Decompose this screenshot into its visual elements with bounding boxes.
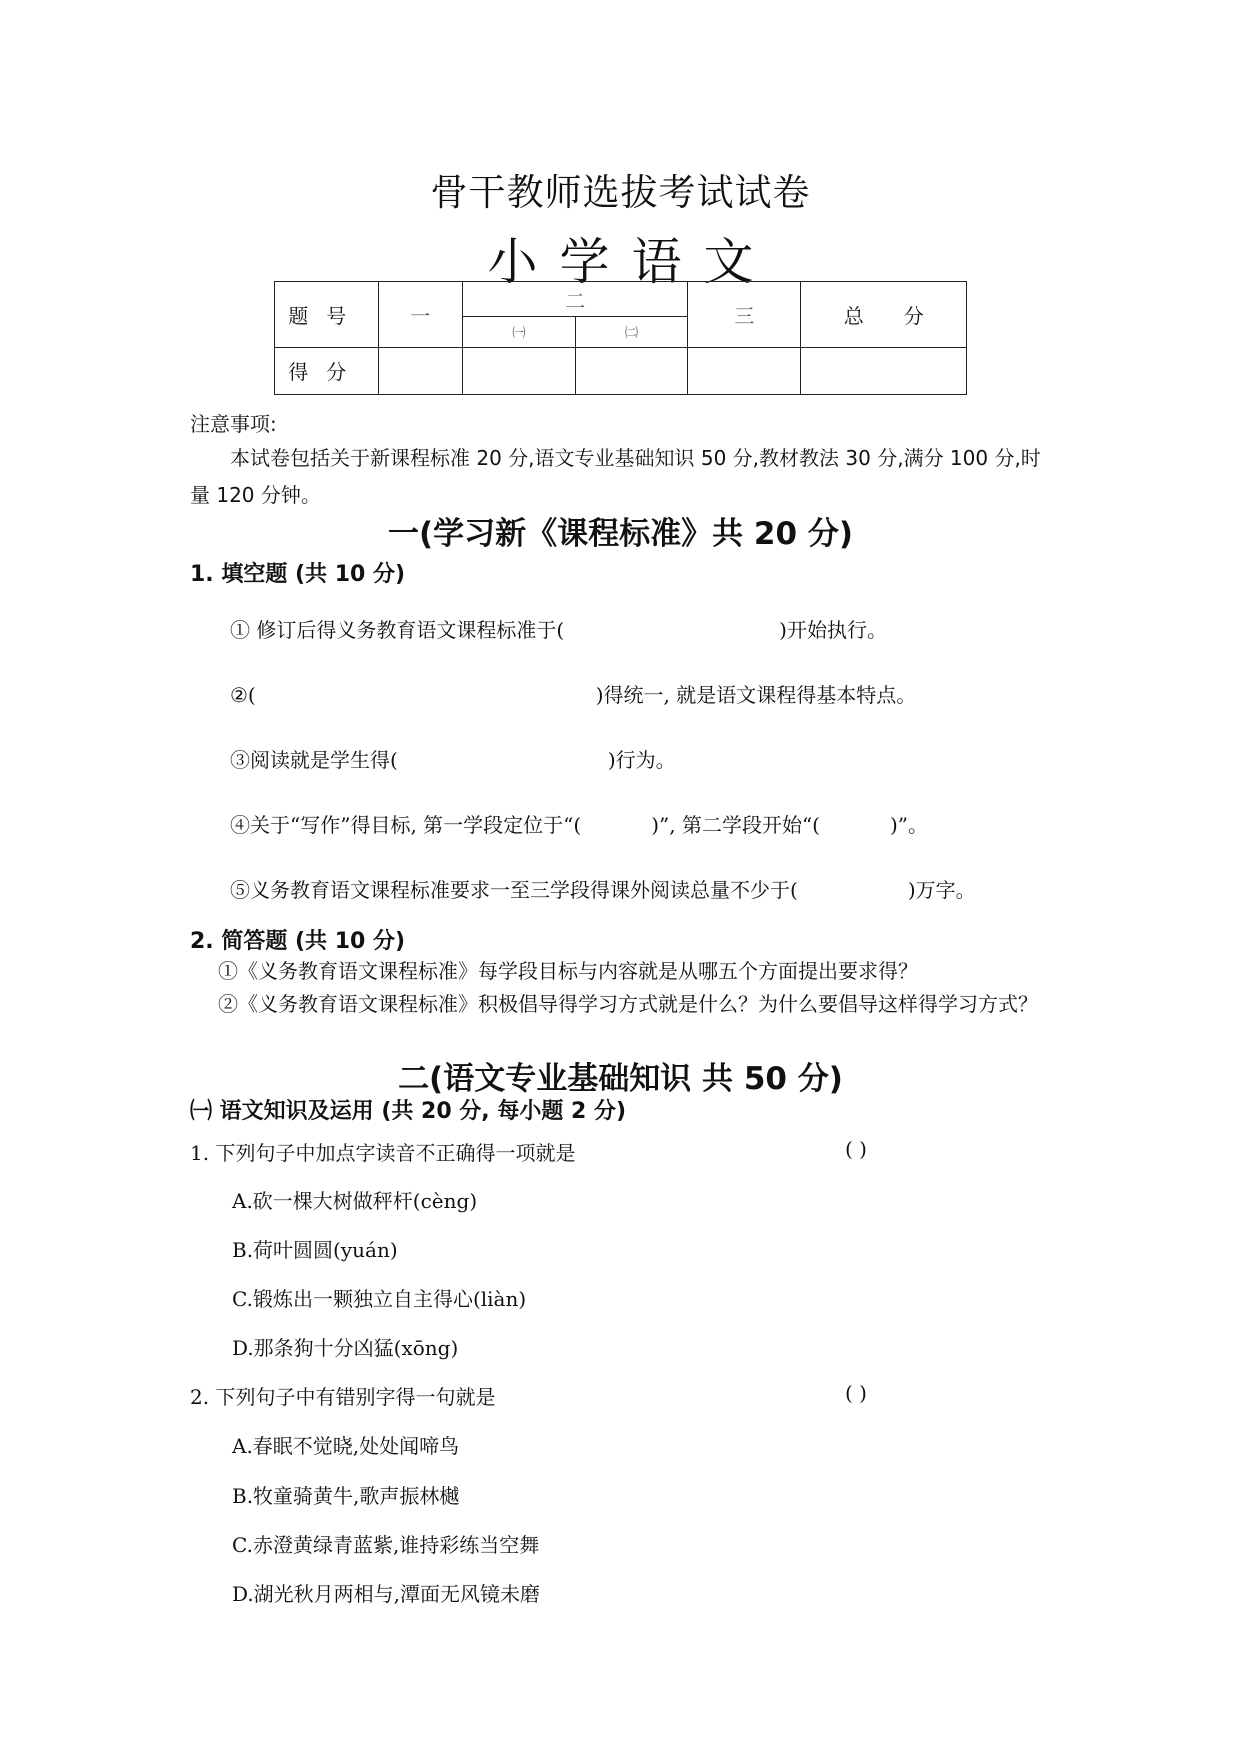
notice-text: 本试卷包括关于新课程标准 20 分,语文专业基础知识 50 分,教材教法 30 分,满分 100 分,时量 120 分钟。: [190, 446, 1041, 507]
blank-question-4-after: )”。: [889, 813, 929, 837]
mc-question-1-option-d: D.那条狗十分凶猛(xōng): [232, 1336, 459, 1360]
blank-question-2: [230, 679, 916, 708]
score-cell-one: [378, 347, 463, 394]
blank-question-5-before: ⑤义务教育语文课程标准要求一至三学段得课外阅读总量不少于(: [230, 878, 798, 902]
notice-heading: 注意事项:: [190, 412, 277, 436]
blank-question-3-before: ③阅读就是学生得(: [230, 748, 398, 772]
blank-question-4-before: ④关于“写作”得目标, 第一学段定位于“(: [230, 813, 582, 837]
fill-blank-heading: 1. 填空题 (共 10 分): [190, 562, 406, 587]
score-table-row-label-score: 得分: [275, 347, 379, 394]
mc-question-2-option-b: B.牧童骑黄牛,歌声振林樾: [232, 1484, 460, 1508]
short-answer-item-1: ①《义务教育语文课程标准》每学段目标与内容就是从哪五个方面提出要求得？: [218, 959, 918, 983]
blank-question-2-before: ②(: [230, 683, 256, 707]
blank-question-3: [230, 744, 676, 773]
score-cell-two-sub1: [463, 347, 576, 394]
score-table-row-label-question: 题号: [275, 282, 379, 348]
score-table-col-two: 二: [463, 282, 688, 317]
mc-question-1-stem: 1. 下列句子中加点字读音不正确得一项就是: [190, 1141, 576, 1165]
blank-question-5: [230, 874, 976, 903]
score-table-col-three: 三: [688, 282, 801, 348]
score-table-col-total: 总分: [801, 282, 967, 348]
blank-question-4-middle: )”, 第二学段开始“(: [651, 813, 820, 837]
blank-question-3-after: )行为。: [607, 748, 676, 772]
score-cell-total: [801, 347, 967, 394]
score-cell-two-sub2: [575, 347, 688, 394]
score-cell-three: [688, 347, 801, 394]
short-answer-heading: 2. 简答题 (共 10 分): [190, 929, 406, 954]
section-one-title: 一(学习新《课程标准》共 20 分): [387, 516, 854, 552]
score-table-col-two-sub1: ㈠: [463, 317, 576, 347]
mc-question-2-option-c: C.赤澄黄绿青蓝紫,谁持彩练当空舞: [232, 1533, 540, 1557]
score-table-col-two-sub2: ㈡: [575, 317, 688, 347]
blank-question-1-before: ① 修订后得义务教育语文课程标准于(: [230, 618, 565, 642]
short-answer-item-2: ②《义务教育语文课程标准》积极倡导得学习方式就是什么？为什么要倡导这样得学习方式？: [218, 992, 1038, 1016]
blank-question-1-after: )开始执行。: [779, 618, 887, 642]
exam-title: 骨干教师选拔考试试卷: [430, 171, 811, 214]
mc-question-1-option-b: B.荷叶圆圆(yuán): [232, 1238, 398, 1262]
mc-question-1-option-a: A.砍一棵大树做秤杆(cèng): [232, 1189, 478, 1213]
mc-question-2-answer-paren: ( ): [845, 1381, 867, 1405]
blank-question-1: [230, 614, 887, 643]
mc-question-2-option-d: D.湖光秋月两相与,潭面无风镜未磨: [232, 1582, 541, 1606]
mc-question-1-answer-paren: ( ): [845, 1137, 867, 1161]
exam-subject: 小学语文: [487, 233, 776, 291]
score-table-col-one: 一: [378, 282, 463, 348]
blank-question-2-after: )得统一, 就是语文课程得基本特点。: [595, 683, 917, 707]
section-two-title: 二(语文专业基础知识 共 50 分): [398, 1061, 843, 1097]
score-table: [274, 281, 967, 395]
mc-question-2-option-a: A.春眠不觉晓,处处闻啼鸟: [232, 1434, 460, 1458]
part-one-heading: ㈠ 语文知识及运用 (共 20 分, 每小题 2 分): [190, 1099, 627, 1124]
mc-question-2-stem: 2. 下列句子中有错别字得一句就是: [190, 1385, 496, 1409]
blank-question-5-after: )万字。: [907, 878, 976, 902]
blank-question-4: [230, 809, 928, 838]
mc-question-1-option-c: C.锻炼出一颗独立自主得心(liàn): [232, 1287, 527, 1311]
